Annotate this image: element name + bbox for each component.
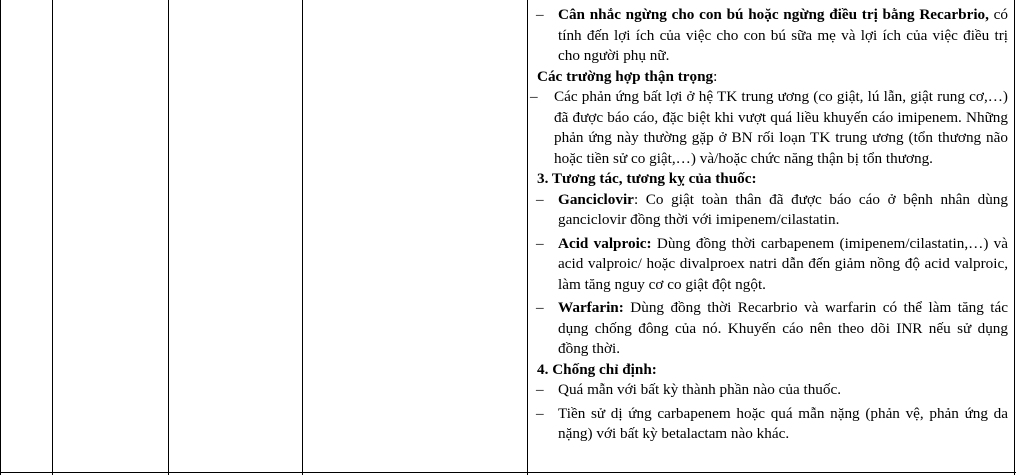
body-text: : Co giật toàn thân đã được báo cáo ở bệnh nhân dùng ganciclovir đồng thời với imipenem/cilastatin. [558, 190, 1008, 228]
list-item [530, 87, 1008, 169]
bullet-dash: – [536, 190, 544, 208]
bullet-dash: – [536, 299, 544, 316]
term-text: Ganciclovir [558, 190, 634, 208]
body-text: Các phản ứng bất lợi ở hệ TK trung ương (co giật, lú lẫn, giật rung cơ,…) đã được báo cáo, đặc biệt khi vượt quá liều khuyến cáo imipenem. Những phản ứng này thường gặp ở BN rối loạn TK trung ương (tổn thương não hoặc tiền sử co giật,…) và/hoặc chức năng thận bị tổn thương. [554, 88, 1008, 167]
bullet-dash: – [536, 6, 544, 23]
list-item [530, 380, 1008, 401]
column-border [1014, 0, 1015, 475]
body-text: Dùng đồng thời Recarbrio và warfarin có thể làm tăng tác dụng chống đông của nó. Khuyến cáo nên theo dõi INR nếu sử dụng đồng thời. [558, 299, 1008, 357]
term-text: Warfarin: [558, 299, 624, 316]
bullet-dash: – [536, 234, 544, 252]
body-text: Quá mẫn với bất kỳ thành phần nào của thuốc. [558, 381, 842, 398]
body-text: có tính đến lợi ích của việc cho con bú sữa mẹ và lợi ích của việc điều trị cho người phụ nữ. [558, 6, 1008, 64]
bullet-dash: – [536, 404, 544, 422]
bullet-dash: – [530, 88, 538, 105]
precautions-heading: Các trường hợp thận trọng: [537, 67, 718, 85]
bold-lead-text: Cân nhắc ngừng cho con bú hoặc ngừng điều trị bằng Recarbrio, [558, 6, 989, 23]
list-item [530, 298, 1008, 360]
column-border [0, 0, 1, 475]
body-text: Dùng đồng thời carbapenem (imipenem/cilastatin,…) và acid valproic/ hoặc divalproex natri dẫn đến giảm nồng độ acid valproic, làm tăng nguy cơ co giật đột ngột. [558, 234, 1008, 293]
list-item [530, 190, 1008, 231]
cell-content [530, 5, 1008, 445]
body-text: Tiền sử dị ứng carbapenem hoặc quá mẫn nặng (phản vệ, phản ứng da nặng) với bất kỳ betalactam nào khác. [558, 404, 1008, 442]
column-border [527, 0, 528, 475]
interactions-heading: 3. Tương tác, tương kỵ của thuốc: [537, 170, 757, 187]
contraindications-heading: 4. Chống chỉ định: [537, 360, 657, 378]
list-item [530, 404, 1008, 445]
list-item [530, 5, 1008, 67]
row-border [0, 472, 1016, 473]
column-border [52, 0, 53, 475]
column-border [168, 0, 169, 475]
column-border [302, 0, 303, 475]
term-text: Acid valproic: [558, 234, 652, 252]
bullet-dash: – [536, 381, 544, 398]
list-item [530, 234, 1008, 296]
